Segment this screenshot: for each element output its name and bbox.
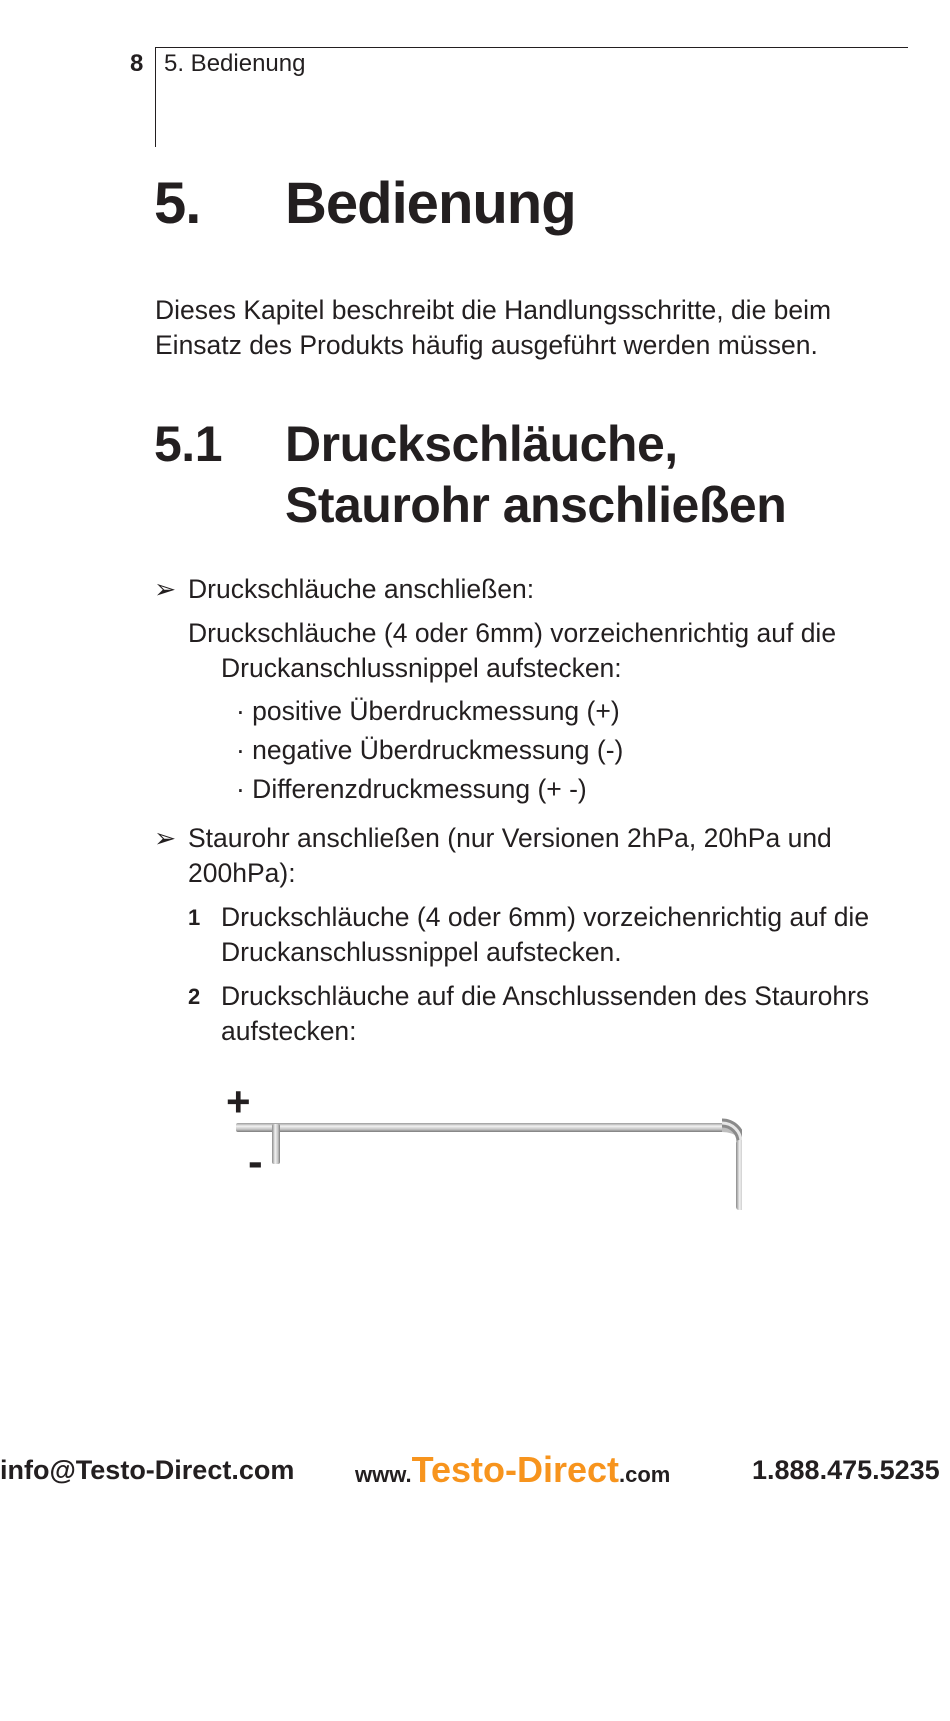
section-title-line2: Staurohr anschließen <box>285 477 787 533</box>
step-text: Druckschläuche (4 oder 6mm) vorzeichenrichtig auf die Druckanschlussnippel aufstecken. <box>221 902 870 967</box>
bullet-item: · positive Überdruckmessung (+) <box>236 696 620 726</box>
website-prefix: www. <box>355 1462 412 1487</box>
section-title <box>285 414 786 536</box>
tube-minus-port <box>272 1124 280 1164</box>
header-rule <box>156 47 908 48</box>
step-number: 2 <box>188 984 201 1009</box>
website-suffix: .com <box>619 1462 671 1487</box>
step-number: 1 <box>188 905 201 930</box>
step-pitot-label-line2: 200hPa): <box>188 858 296 888</box>
page-number: 8 <box>130 50 144 77</box>
step-pitot-label <box>188 821 832 891</box>
arrow-icon: ➢ <box>154 823 177 853</box>
chapter-number: 5. <box>154 171 201 236</box>
plus-label: + <box>226 1078 251 1125</box>
pitot-tube-figure <box>222 1078 742 1233</box>
chapter-title: Bedienung <box>285 171 576 236</box>
header-side-rule <box>155 47 156 147</box>
footer-website[interactable] <box>355 1449 670 1491</box>
bullet-item: · negative Überdruckmessung (-) <box>236 735 624 765</box>
step-hoses-label: Druckschläuche anschließen: <box>188 574 535 604</box>
website-brand: Testo-Direct <box>411 1449 620 1490</box>
pitot-tube-drawing <box>222 1078 742 1228</box>
bullet-item: · Differenzdruckmessung (+ -) <box>236 774 587 804</box>
chapter-intro: Dieses Kapitel beschreibt die Handlungsschritte, die beim Einsatz des Produkts häufig ausgeführt werden müssen. <box>155 295 832 360</box>
arrow-icon: ➢ <box>154 574 177 604</box>
tube-vertical <box>736 1140 742 1210</box>
tube-horizontal <box>236 1123 726 1132</box>
numbered-step <box>188 900 908 970</box>
step-hoses <box>154 572 534 607</box>
minus-label: - <box>248 1137 263 1186</box>
step-pitot-label-line1: Staurohr anschließen (nur Versionen 2hPa, 20hPa und <box>188 823 832 853</box>
section-heading <box>154 414 786 536</box>
footer <box>0 1449 950 1495</box>
chapter-heading <box>154 170 576 237</box>
step-text: Druckschläuche auf die Anschlussenden des Staurohrs aufstecken: <box>221 981 870 1046</box>
footer-email[interactable]: info@Testo-Direct.com <box>0 1455 295 1485</box>
step-hoses-text: Druckschläuche (4 oder 6mm) vorzeichenrichtig auf die Druckanschlussnippel aufstecken: <box>188 618 837 683</box>
section-number: 5.1 <box>154 416 223 472</box>
numbered-step <box>188 979 908 1049</box>
footer-phone: 1.888.475.5235 <box>752 1455 940 1485</box>
running-header: 5. Bedienung <box>164 50 306 77</box>
step-pitot <box>154 821 832 891</box>
section-title-line1: Druckschläuche, <box>285 416 678 472</box>
